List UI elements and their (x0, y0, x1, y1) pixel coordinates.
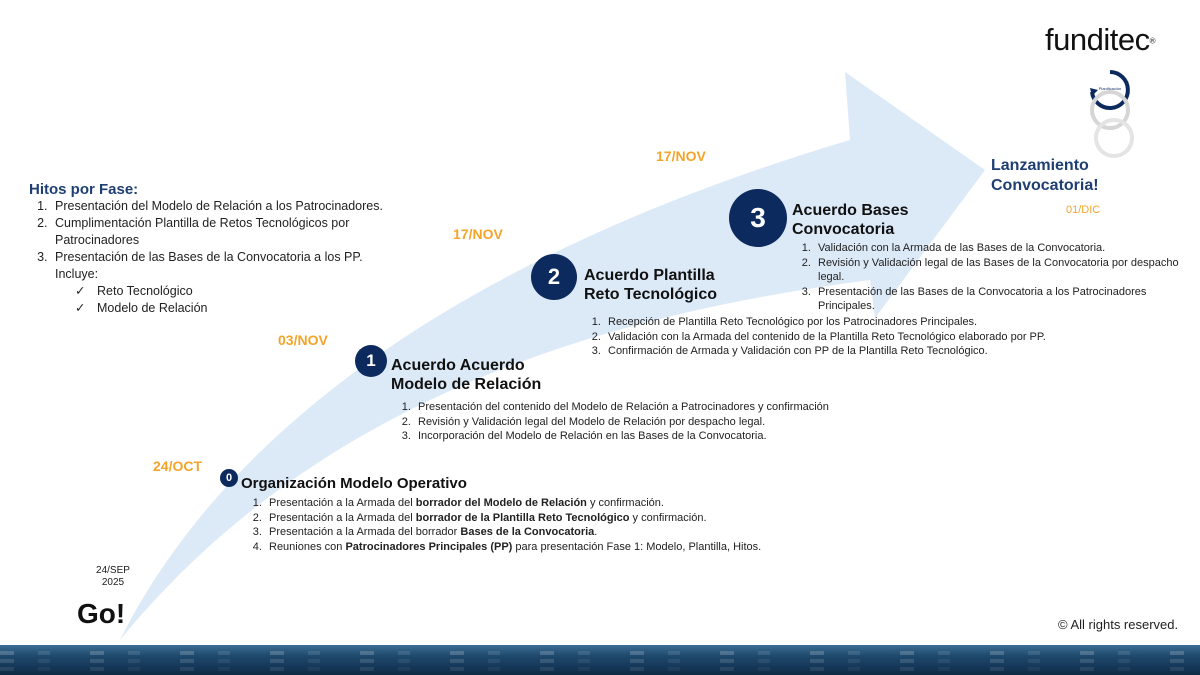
phase-0-task: 2. Presentación a la Armada del borrador de la Plantilla Reto Tecnológico y confirmación. (265, 511, 803, 526)
hitos-panel (29, 181, 409, 317)
hitos-list (29, 198, 409, 317)
phase-2-task: 1. Recepción de Plantilla Reto Tecnológico por los Patrocinadores Principales. (604, 315, 1082, 330)
phase-3-task: 2. Revisión y Validación legal de las Bases de la Convocatoria por despacho legal. (814, 256, 1187, 285)
logo (1045, 22, 1155, 58)
start-date-day: 24/SEP (96, 565, 130, 576)
phase-2-number: 2 (531, 254, 577, 300)
phase-1-task: 1. Presentación del contenido del Modelo de Relación a Patrocinadores y confirmación (414, 400, 862, 415)
launch-title (991, 156, 1099, 196)
cycle-icon (1080, 66, 1140, 160)
phase-0-tasks (243, 496, 803, 554)
hitos-check-item (75, 283, 390, 300)
check-icon: ✓ (75, 284, 86, 298)
phase-3-title (792, 201, 909, 239)
hitos-title: Hitos por Fase: (29, 181, 139, 198)
launch-title-line: Lanzamiento (991, 157, 1089, 174)
phase-3-number: 3 (729, 189, 787, 247)
phase-1-title-line: Acuerdo Acuerdo (391, 357, 525, 374)
phase-3-task: 3. Presentación de las Bases de la Convocatoria a los Patrocinadores Principales. (814, 285, 1187, 314)
phase-1-tasks (392, 400, 862, 444)
logo-text: funditec (1045, 22, 1150, 57)
date-launch: 01/DIC (1066, 204, 1101, 216)
phase-0-task: 3. Presentación a la Armada del borrador Bases de la Convocatoria. (265, 525, 803, 540)
start-date (88, 565, 138, 589)
hitos-check-list (55, 283, 390, 317)
date-phase-0: 24/OCT (153, 458, 203, 474)
phase-0-title: Organización Modelo Operativo (241, 475, 467, 492)
hitos-item-text: Presentación de las Bases de la Convocatoria a los PP. Incluye: (55, 250, 363, 281)
phase-2-task: 3. Confirmación de Armada y Validación con PP de la Plantilla Reto Tecnológico. (604, 344, 1082, 359)
hitos-check-item (75, 300, 390, 317)
date-phase-2: 17/NOV (453, 226, 503, 242)
phase-3-tasks (792, 241, 1187, 314)
hitos-check-label: Reto Tecnológico (97, 284, 193, 298)
phase-1-number: 1 (355, 345, 387, 377)
phase-1-task: 2. Revisión y Validación legal del Modelo de Relación por despacho legal. (414, 415, 862, 430)
hitos-item: 2. Cumplimentación Plantilla de Retos Tecnológicos por Patrocinadores (51, 215, 385, 249)
date-phase-3: 17/NOV (656, 148, 706, 164)
phase-2-task: 2. Validación con la Armada del contenido de la Plantilla Reto Tecnológico elaborado por PP. (604, 330, 1082, 345)
phase-2-title-line: Reto Tecnológico (584, 286, 718, 303)
phase-2-title (584, 266, 717, 304)
cycle-badge-text: Planificación (1098, 86, 1122, 91)
check-icon: ✓ (75, 301, 86, 315)
phase-0-task: 1. Presentación a la Armada del borrador del Modelo de Relación y confirmación. (265, 496, 803, 511)
phase-1-task: 3. Incorporación del Modelo de Relación en las Bases de la Convocatoria. (414, 429, 862, 444)
go-label: Go! (77, 598, 126, 629)
hitos-item: 1. Presentación del Modelo de Relación a los Patrocinadores. (51, 198, 409, 215)
phase-3-task: 1. Validación con la Armada de las Bases de la Convocatoria. (814, 241, 1187, 256)
hitos-check-label: Modelo de Relación (97, 301, 208, 315)
phase-1-title-line: Modelo de Relación (391, 376, 542, 393)
start-date-year: 2025 (101, 577, 125, 588)
sea-background (0, 645, 1200, 675)
copyright: © All rights reserved. (1058, 617, 1179, 632)
phase-3-title-line: Convocatoria (792, 221, 895, 238)
date-phase-1: 03/NOV (278, 332, 328, 348)
launch-title-line: Convocatoria! (991, 177, 1099, 194)
phase-1-title (391, 356, 541, 394)
phase-0-number: 0 (220, 469, 238, 487)
logo-trademark: ® (1149, 36, 1156, 46)
phase-2-title-line: Acuerdo Plantilla (584, 267, 715, 284)
phase-0-task: 4. Reuniones con Patrocinadores Principales (PP) para presentación Fase 1: Modelo, Plantilla, Hitos. (265, 540, 803, 555)
hitos-item (51, 249, 390, 317)
phase-2-tasks (582, 315, 1082, 359)
phase-3-title-line: Acuerdo Bases (792, 202, 909, 219)
